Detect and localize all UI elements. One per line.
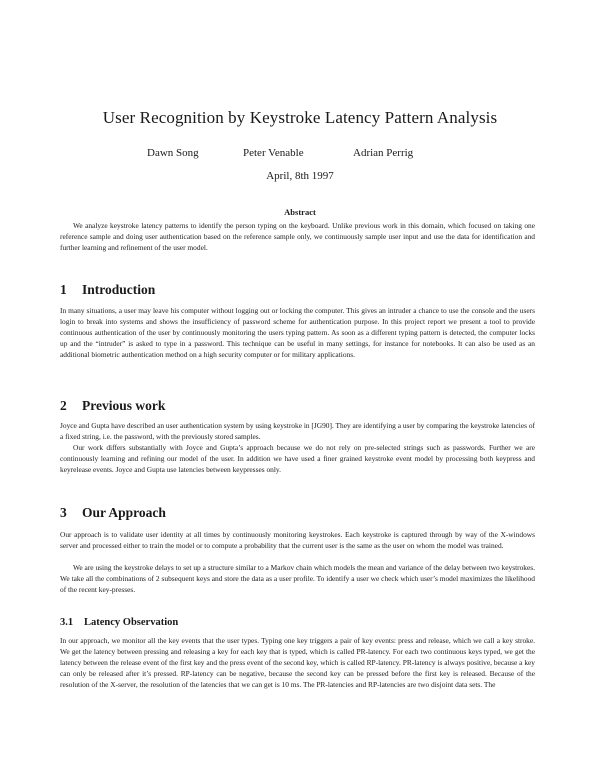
paragraph: Our approach is to validate user identity at all times by continuously monitoring keystrokes. Each keystroke is captured through by way of the X-windows server and processed either to train the model or to compute a probability that the current user is the same as the user on whom the model was trained.	[60, 530, 535, 550]
author-list	[0, 147, 600, 163]
abstract-text: We analyze keystroke latency patterns to identify the person typing on the keyboard. Unlike previous work in this domain, which focused on taking one reference sample and doing user authentication based on the reference sample only, we continuously sample user input and use the data for identification and further learning and refinement of the user model.	[60, 221, 535, 252]
section-heading-previous-work	[60, 398, 540, 414]
section-number: 1	[60, 282, 67, 297]
author-name: Peter Venable	[243, 147, 304, 159]
author-name: Adrian Perrig	[353, 147, 414, 159]
section-number: 3	[60, 505, 67, 520]
section-title: Our Approach	[82, 505, 166, 520]
section-heading-introduction	[60, 282, 540, 298]
paper-date: April, 8th 1997	[266, 170, 334, 182]
author-name: Dawn Song	[147, 147, 199, 159]
paragraph: Joyce and Gupta have described an user authentication system by using keystroke in [JG90]. They are identifying a user by comparing the keystroke latencies of a fixed string, i.e. the password, with the previously stored samples.	[60, 421, 535, 441]
paragraph: In our approach, we monitor all the key events that the user types. Typing one key triggers a pair of key events: press and release, which we call a key stroke. We get the latency between pressing and releasing a key for each key that is typed, which is called PR-latency. For each two continuous keys typed, we get the latency between the release event of the first key and the press event of the second key, which is called RP-latency. PR-latency is always positive, because a key can only be released after it’s pressed. RP-latency can be negative, because the second key can be pressed before the first key is released. Because of the resolution of the X-server, the resolution of the latencies that we can get is 10 ms. The PR-latencies and RP-latencies are two disjoint data sets. The	[60, 636, 535, 689]
paragraph: Our work differs substantially with Joyce and Gupta’s approach because we do not rely on pre-selected strings such as passwords. Further we are continuously learning and refining our model of the user. In addition we have used a finer grained keystroke event model by processing both keypress and keyrelease events. Joyce and Gupta use latencies between keypresses only.	[60, 443, 535, 474]
abstract-heading: Abstract	[284, 207, 316, 217]
section-title: Previous work	[82, 398, 166, 413]
subsection-title: Latency Observation	[84, 617, 179, 628]
subsection-number: 3.1	[60, 617, 74, 628]
paragraph: In many situations, a user may leave his computer without logging out or locking the computer. This gives an intruder a chance to use the console and the users login to break into systems and shows the insufficiency of password scheme for authentication purpose. In this project report we present a tool to provide continuous authentication of the user by continuously monitoring the users typing pattern. As soon as a different typing pattern is detected, the computer locks up and the “intruder” is asked to type in a password. This technique can be useful in many settings, for instance for notebooks. It can also be used as an additional biometric authentication method on a high security computer or for military applications.	[60, 306, 535, 359]
section-number: 2	[60, 398, 67, 413]
section-title: Introduction	[82, 282, 156, 297]
paper-title: User Recognition by Keystroke Latency Pattern Analysis	[102, 108, 498, 127]
paragraph: We are using the keystroke delays to set up a structure similar to a Markov chain which models the mean and variance of the delay between two keystrokes. We take all the combinations of 2 subsequent keys and store the data as a user profile. To identify a user we check which user’s model maximizes the likelihood of the recent key-presses.	[60, 563, 535, 594]
subsection-heading-latency-observation	[60, 617, 540, 628]
section-heading-our-approach	[60, 505, 540, 521]
